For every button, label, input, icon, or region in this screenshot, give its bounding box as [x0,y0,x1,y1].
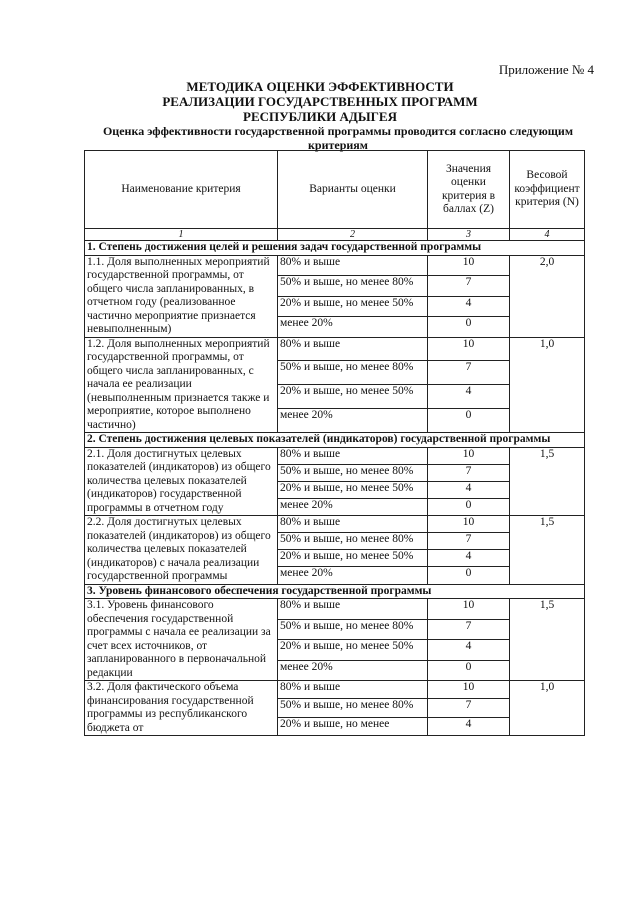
document-title [0,79,640,124]
table-row [85,337,585,361]
criterion-name: 2.2. Доля достигнутых целевых показателей (индикаторов) из общего количества целевых показателей (индикаторов) с начала реализации государственной программы [85,516,278,585]
option-score: 4 [428,296,510,317]
option-label: менее 20% [278,409,428,433]
title-line: МЕТОДИКА ОЦЕНКИ ЭФФЕКТИВНОСТИ [186,79,454,94]
option-score: 7 [428,361,510,385]
criterion-name: 3.2. Доля фактического объема финансирования государственной программы из республиканского бюджета от [85,681,278,736]
option-label: 80% и выше [278,599,428,620]
option-label: 20% и выше, но менее 50% [278,296,428,317]
option-score: 7 [428,533,510,550]
option-score: 0 [428,409,510,433]
column-number: 4 [510,229,585,241]
table-row [85,447,585,464]
option-label: 50% и выше, но менее 80% [278,533,428,550]
weight-coefficient: 2,0 [510,255,585,337]
table-row [85,599,585,620]
option-score: 4 [428,550,510,567]
column-number: 1 [85,229,278,241]
appendix-label: Приложение № 4 [498,62,594,77]
section-title: 2. Степень достижения целевых показателей (индикаторов) государственной программы [85,433,585,448]
column-number-row [85,229,585,241]
section-title: 1. Степень достижения целей и решения задач государственной программы [85,241,585,256]
option-score: 10 [428,599,510,620]
weight-coefficient: 1,5 [510,447,585,516]
option-score: 10 [428,337,510,361]
column-header-criterion: Наименование критерия [85,151,278,229]
title-line: РЕСПУБЛИКИ АДЫГЕЯ [243,109,397,124]
option-score: 10 [428,516,510,533]
column-number: 3 [428,229,510,241]
weight-coefficient: 1,0 [510,337,585,433]
option-label: 20% и выше, но менее 50% [278,550,428,567]
option-label: 50% и выше, но менее 80% [278,619,428,640]
table-row [85,516,585,533]
section-title: 3. Уровень финансового обеспечения государственной программы [85,584,585,599]
option-label: менее 20% [278,567,428,584]
criterion-name: 2.1. Доля достигнутых целевых показателей (индикаторов) из общего количества целевых показателей (индикаторов) государственной программы в отчетном году [85,447,278,516]
option-score: 10 [428,681,510,699]
option-score: 7 [428,276,510,297]
option-label: 20% и выше, но менее 50% [278,481,428,498]
option-score: 10 [428,255,510,276]
option-score: 4 [428,640,510,661]
option-label: 80% и выше [278,516,428,533]
option-score: 4 [428,481,510,498]
section-row [85,433,585,448]
weight-coefficient: 1,5 [510,516,585,585]
weight-coefficient: 1,0 [510,681,585,736]
option-score: 7 [428,699,510,717]
option-label: 50% и выше, но менее 80% [278,276,428,297]
option-label: 50% и выше, но менее 80% [278,699,428,717]
criterion-name: 1.1. Доля выполненных мероприятий государственной программы, от общего числа запланированных, в отчетном году (реализованное частично мероприятие признается невыполненным) [85,255,278,337]
weight-coefficient: 1,5 [510,599,585,681]
option-label: менее 20% [278,498,428,515]
table-row [85,681,585,699]
criterion-name: 3.1. Уровень финансового обеспечения государственной программы с начала ее реализации за счет всех источников, от запланированного в первоначальной редакции [85,599,278,681]
option-score: 4 [428,385,510,409]
table-body [85,241,585,736]
column-header-score: Значения оценки критерия в баллах (Z) [428,151,510,229]
column-number: 2 [278,229,428,241]
section-row [85,584,585,599]
option-score: 0 [428,498,510,515]
table-row [85,255,585,276]
option-score: 0 [428,660,510,681]
option-label: 80% и выше [278,447,428,464]
column-header-weight: Весовой коэффициент критерия (N) [510,151,585,229]
option-score: 0 [428,567,510,584]
option-label: 20% и выше, но менее [278,717,428,735]
option-score: 7 [428,619,510,640]
document-subtitle: Оценка эффективности государственной программы проводится согласно следующим критериям [102,124,574,152]
option-score: 0 [428,317,510,338]
option-score: 7 [428,464,510,481]
title-line: РЕАЛИЗАЦИИ ГОСУДАРСТВЕННЫХ ПРОГРАММ [162,94,478,109]
option-label: 20% и выше, но менее 50% [278,640,428,661]
table-header-row [85,151,585,229]
section-row [85,241,585,256]
option-label: 80% и выше [278,255,428,276]
option-label: 80% и выше [278,337,428,361]
option-label: 80% и выше [278,681,428,699]
column-header-options: Варианты оценки [278,151,428,229]
option-score: 10 [428,447,510,464]
criterion-name: 1.2. Доля выполненных мероприятий государственной программы, от общего числа запланированных, с начала ее реализации (невыполненным признается также и мероприятие, которое выполнено частично) [85,337,278,433]
criteria-table [84,150,585,736]
option-label: 20% и выше, но менее 50% [278,385,428,409]
option-label: 50% и выше, но менее 80% [278,464,428,481]
option-label: 50% и выше, но менее 80% [278,361,428,385]
option-score: 4 [428,717,510,735]
option-label: менее 20% [278,660,428,681]
option-label: менее 20% [278,317,428,338]
